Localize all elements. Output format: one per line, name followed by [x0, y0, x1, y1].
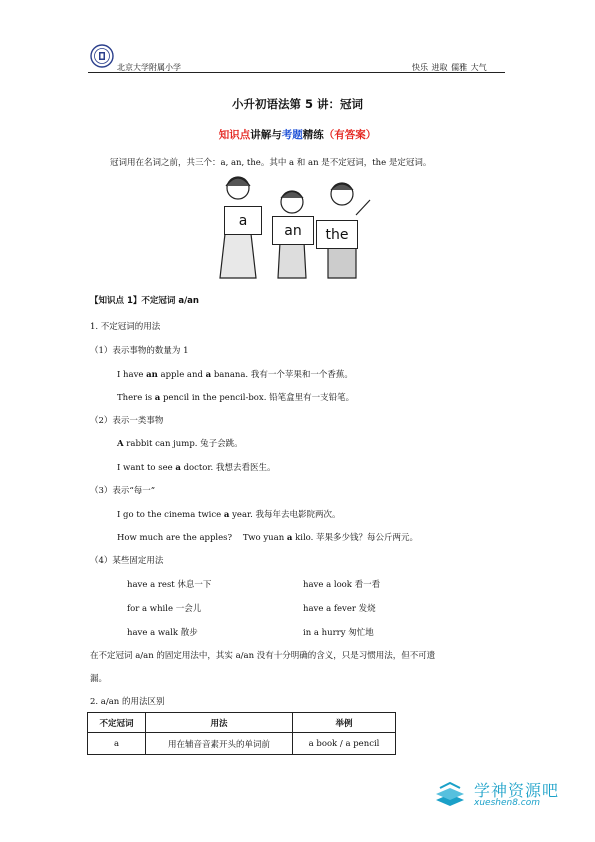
example-text: kilo. 苹果多少钱？每公斤两元。: [292, 533, 419, 543]
example-text: There is: [117, 393, 155, 403]
example-article: a: [154, 393, 161, 403]
table-header-row: [88, 713, 396, 733]
header-school-name: 北京大学附属小学: [117, 63, 181, 72]
item-4-label: （4）某些固定用法: [90, 556, 164, 566]
subtitle-part3: 考题: [281, 129, 303, 141]
subtitle-part1: 知识点: [218, 129, 251, 141]
example-text: banana. 我有一个苹果和一个香蕉。: [211, 370, 353, 380]
section-heading: [90, 294, 199, 306]
example-line: [117, 437, 243, 449]
example-article: A: [117, 439, 124, 449]
table-row: [88, 733, 396, 755]
example-text: I go to the cinema twice: [117, 510, 224, 520]
example-text: apple and: [157, 370, 206, 380]
article-usage-table: [87, 712, 396, 755]
note-line-1: 在不定冠词 a/an 的固定用法中，其实 a/an 没有十分明确的含义，只是习惯用法，但不可遗: [90, 651, 436, 661]
watermark-url: xueshen8.com: [474, 798, 541, 808]
usage-heading: 1. 不定冠词的用法: [90, 322, 161, 332]
example-article: a: [223, 510, 230, 520]
phrase-right: have a fever 发烧: [303, 604, 376, 614]
section-heading-bracket: 【知识点 1】: [90, 296, 142, 306]
item-3-label: （3）表示“每一”: [90, 486, 156, 496]
card-the: the: [316, 220, 358, 249]
children-holding-cards-illustration: [216, 170, 380, 284]
subtitle-part5: （有答案）: [323, 129, 377, 141]
section-heading-text: 不定冠词 a/an: [141, 296, 199, 306]
example-article: a: [205, 370, 212, 380]
item-2-label: （2）表示一类事物: [90, 416, 164, 426]
example-text: How much are the apples? Two yuan: [117, 533, 287, 543]
watermark-brand: 学神资源吧: [474, 781, 560, 800]
example-text: doctor. 我想去看医生。: [180, 463, 276, 473]
phrase-left: have a rest 休息一下: [127, 580, 212, 590]
table-header-cell: 不定冠词: [88, 713, 146, 733]
phrase-right: have a look 看一看: [303, 580, 381, 590]
table-header-cell: 用法: [146, 713, 293, 733]
intro-paragraph: 冠词用在名词之前，共三个：a, an, the。其中 a 和 an 是不定冠词，the 是定冠词。: [110, 158, 432, 168]
card-a: a: [224, 206, 262, 235]
note-line-2: 漏。: [90, 674, 108, 684]
phrase-left: have a walk 散步: [127, 628, 198, 638]
example-line: [117, 368, 353, 380]
example-article: a: [286, 533, 293, 543]
header-motto: 快乐 进取 儒雅 大气: [412, 63, 487, 72]
card-an: an: [272, 216, 314, 245]
table-header-cell: 举例: [293, 713, 396, 733]
example-line: [117, 391, 354, 403]
table-cell: 用在辅音音素开头的单词前: [146, 733, 293, 755]
example-line: [117, 531, 418, 543]
table-cell: a: [88, 733, 146, 755]
example-article: an: [146, 370, 158, 380]
example-text: I want to see: [117, 463, 176, 473]
example-article: a: [175, 463, 181, 473]
school-seal-logo: [90, 44, 114, 68]
table-cell: a book / a pencil: [293, 733, 396, 755]
example-text: year. 我每年去电影院两次。: [229, 510, 341, 520]
diff-heading: 2. a/an 的用法区别: [90, 697, 165, 707]
page-title: 小升初语法第 5 讲：冠词: [231, 97, 363, 111]
example-line: [117, 461, 275, 473]
subtitle-part4: 精练: [302, 129, 324, 141]
phrase-right: in a hurry 匆忙地: [303, 628, 374, 638]
header-divider: [88, 72, 505, 73]
phrase-left: for a while 一会儿: [127, 604, 202, 614]
example-line: [117, 508, 341, 520]
example-text: pencil in the pencil-box. 铅笔盒里有一支铅笔。: [160, 393, 355, 403]
books-icon: [432, 780, 468, 810]
example-text: rabbit can jump. 兔子会跳。: [123, 439, 243, 449]
item-1-label: （1）表示事物的数量为 1: [90, 346, 189, 356]
page-subtitle: [0, 127, 595, 142]
example-text: I have: [117, 370, 147, 380]
subtitle-part2: 讲解与: [250, 129, 282, 141]
